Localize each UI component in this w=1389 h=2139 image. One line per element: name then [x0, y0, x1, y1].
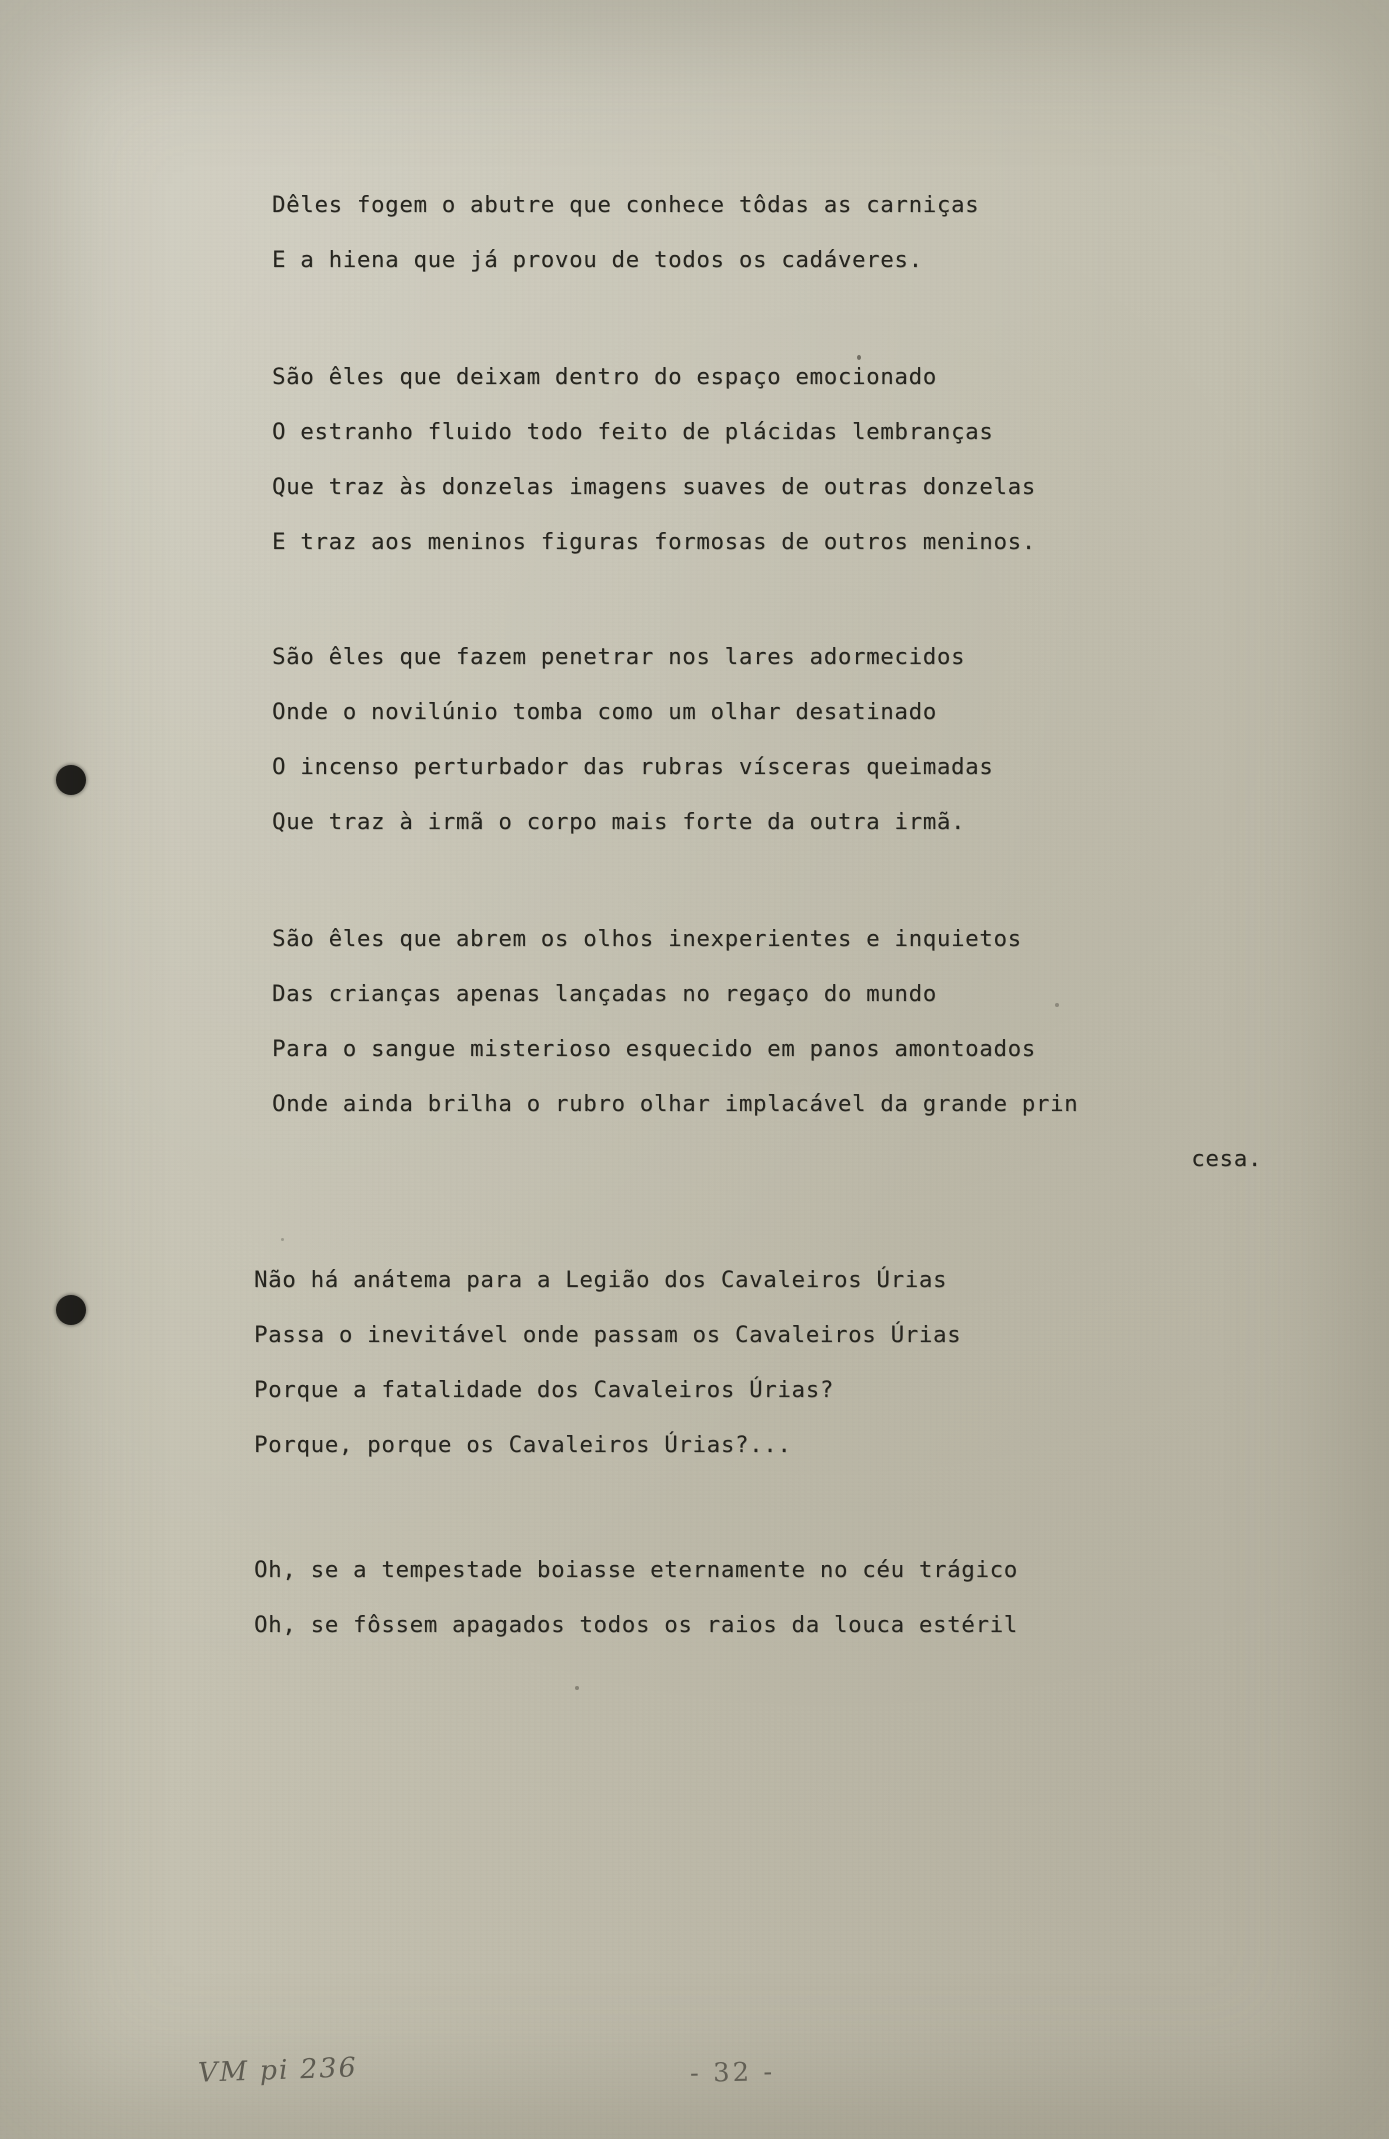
poem-line: Oh, se fôssem apagados todos os raios da louca estéril: [254, 1612, 1018, 1638]
ink-speck: [575, 1686, 579, 1690]
poem-line: Oh, se a tempestade boiasse eternamente no céu trágico: [254, 1557, 1018, 1583]
stanza-3: [272, 630, 1272, 850]
poem-line: E traz aos meninos figuras formosas de outros meninos.: [272, 529, 1036, 555]
stanza-5: [254, 1253, 1272, 1473]
binder-hole-bottom: [56, 1295, 86, 1325]
stanza-6: [254, 1543, 1272, 1653]
poem-line: Que traz às donzelas imagens suaves de outras donzelas: [272, 474, 1036, 500]
poem-body: [254, 178, 1272, 1653]
poem-line: Onde ainda brilha o rubro olhar implacável da grande prin: [272, 1091, 1079, 1117]
binder-hole-top: [56, 765, 86, 795]
poem-line: Que traz à irmã o corpo mais forte da outra irmã.: [272, 809, 966, 835]
stanza-1: [272, 178, 1272, 288]
poem-line: Dêles fogem o abutre que conhece tôdas as carniças: [272, 192, 980, 218]
stanza-2: [272, 350, 1272, 570]
poem-line: E a hiena que já provou de todos os cadáveres.: [272, 247, 923, 273]
page-number: - 32 -: [689, 2057, 776, 2089]
poem-line-tail: cesa.: [1191, 1146, 1262, 1172]
stanza-4: [272, 912, 1272, 1187]
poem-line: Porque a fatalidade dos Cavaleiros Úrias?: [254, 1377, 834, 1403]
poem-line: O incenso perturbador das rubras vísceras queimadas: [272, 754, 994, 780]
poem-line: Onde o novilúnio tomba como um olhar desatinado: [272, 699, 937, 725]
poem-line: Não há anátema para a Legião dos Cavaleiros Úrias: [254, 1267, 948, 1293]
poem-line: Das crianças apenas lançadas no regaço do mundo: [272, 981, 937, 1007]
poem-line: São êles que abrem os olhos inexperientes e inquietos: [272, 926, 1022, 952]
poem-line: Passa o inevitável onde passam os Cavaleiros Úrias: [254, 1322, 962, 1348]
poem-line: O estranho fluido todo feito de plácidas lembranças: [272, 419, 994, 445]
poem-line: Porque, porque os Cavaleiros Úrias?...: [254, 1432, 792, 1458]
poem-line: Para o sangue misterioso esquecido em panos amontoados: [272, 1036, 1036, 1062]
archive-annotation: VM pi 236: [197, 2052, 359, 2089]
poem-line: São êles que deixam dentro do espaço emocionado: [272, 364, 937, 390]
poem-line: São êles que fazem penetrar nos lares adormecidos: [272, 644, 966, 670]
